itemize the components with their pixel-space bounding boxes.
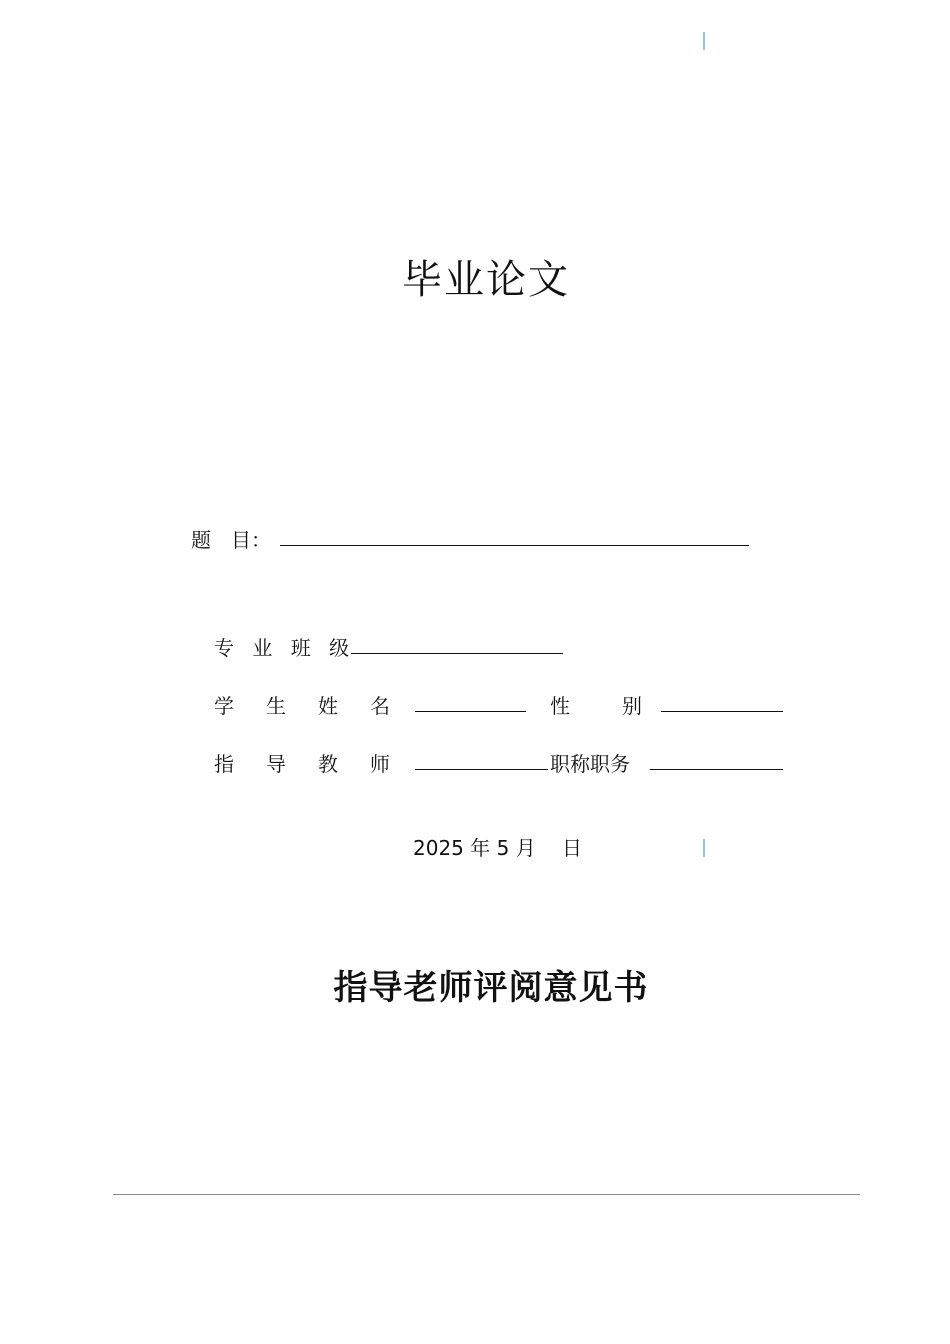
advisor-field[interactable]: [415, 769, 548, 770]
gender-label: 性 别: [550, 694, 646, 718]
page-divider: [113, 1194, 860, 1195]
student-name-field[interactable]: [415, 711, 526, 712]
cursor-mark-top: [703, 32, 705, 50]
advisor-title-label: 职称职务: [550, 752, 630, 776]
advisor-label: 指 导 教 师: [214, 752, 396, 776]
document-title: 毕业论文: [402, 257, 570, 303]
review-opinion-title: 指导老师评阅意见书: [333, 968, 649, 1008]
gender-field[interactable]: [661, 711, 783, 712]
major-class-label: 专 业 班 级: [214, 636, 356, 660]
advisor-title-field[interactable]: [650, 769, 783, 770]
document-date: 2025 年 5 月 日: [413, 836, 583, 860]
topic-label: 题 目：: [191, 528, 271, 552]
student-name-label: 学 生 姓 名: [214, 694, 396, 718]
cursor-mark-bottom: [703, 839, 705, 857]
topic-field[interactable]: [280, 545, 749, 546]
major-class-field[interactable]: [351, 653, 563, 654]
